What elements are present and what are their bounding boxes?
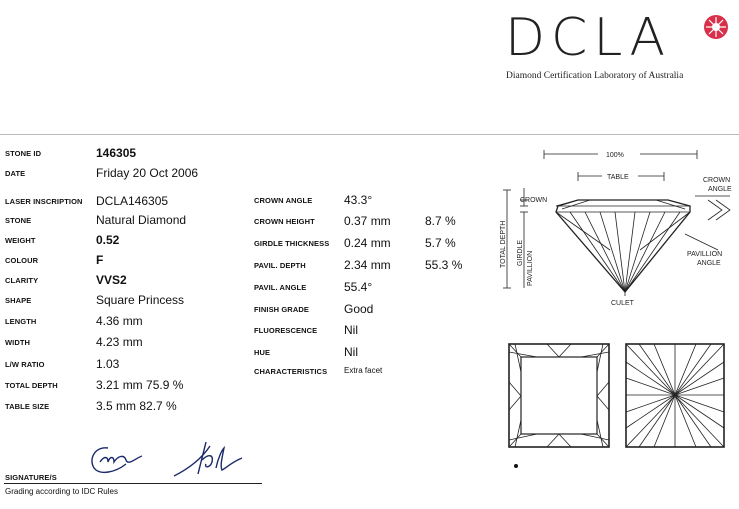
diagram-100-label: 100% [606,152,624,159]
diagram-girdle-label: GIRDLE [517,239,524,266]
field-percent: 8.7 % [425,214,456,228]
field-value: 0.37 mm [344,214,391,228]
field-value: Friday 20 Oct 2006 [96,166,199,180]
diagram-crown-label: CROWN [520,197,548,204]
field-label: STONE [5,216,32,225]
field-value: Square Princess [96,293,185,307]
field-label: FLUORESCENCE [254,326,318,335]
diagram-table-label: TABLE [607,174,629,181]
field-label: PAVIL. DEPTH [254,261,306,270]
field-label: FINISH GRADE [254,305,309,314]
field-value: Good [344,302,374,316]
signature-label: SIGNATURE/S [5,473,57,482]
field-label: L/W RATIO [5,360,45,369]
field-value: 146305 [96,146,137,160]
bottom-view-diagram [624,342,727,450]
field-value: Nil [344,323,358,337]
stray-mark [514,464,518,468]
field-label: WEIGHT [5,236,36,245]
grading-note: Grading according to IDC Rules [5,487,118,496]
field-label: SHAPE [5,296,32,305]
signature-2-image [172,438,246,480]
logo-text: DCLA [505,8,672,68]
field-value: 2.34 mm [344,258,391,272]
field-value: 3.21 mm 75.9 % [96,378,184,392]
signature-line [4,483,262,484]
field-label: WIDTH [5,338,31,347]
field-percent: 5.7 % [425,236,456,250]
diagram-crown-angle-label-2: ANGLE [708,186,732,193]
field-label: DATE [5,169,26,178]
header-divider [0,134,739,135]
field-value: 1.03 [96,357,120,371]
brand-subtitle: Diamond Certification Laboratory of Australia [506,71,684,81]
field-value: Natural Diamond [96,213,187,227]
field-label: TABLE SIZE [5,402,50,411]
field-label: GIRDLE THICKNESS [254,239,330,248]
diagram-crown-angle-label-1: CROWN [703,177,731,184]
field-label: CHARACTERISTICS [254,367,328,376]
field-value: 43.3° [344,193,373,207]
field-label: LASER INSCRIPTION [5,197,83,206]
field-label: HUE [254,348,271,357]
diagram-pavillion-angle-label-2: ANGLE [697,260,721,267]
field-value: 4.23 mm [96,335,143,349]
brand-star-icon [703,14,729,40]
top-view-diagram [507,342,612,450]
field-label: TOTAL DEPTH [5,381,58,390]
field-value: 4.36 mm [96,314,143,328]
field-label: CLARITY [5,276,39,285]
field-value: 3.5 mm 82.7 % [96,399,177,413]
field-label: PAVIL. ANGLE [254,283,307,292]
field-value: DCLA146305 [96,194,169,208]
diamond-profile-diagram [490,140,739,315]
field-value: 0.52 [96,233,120,247]
diagram-culet-label: CULET [611,300,634,307]
field-value: 0.24 mm [344,236,391,250]
field-value: F [96,253,104,267]
field-label: CROWN ANGLE [254,196,313,205]
field-value: Extra facet [344,366,383,375]
signature-1-image [86,438,150,476]
field-label: CROWN HEIGHT [254,217,315,226]
field-value: VVS2 [96,273,127,287]
diagram-total-depth-label: TOTAL DEPTH [500,220,507,268]
diagram-pavillion-angle-label-1: PAVILLION [687,251,723,258]
field-value: Nil [344,345,358,359]
diagram-pavillion-label: PAVILLION [527,250,534,286]
field-value: 55.4° [344,280,373,294]
field-label: STONE ID [5,149,42,158]
field-label: LENGTH [5,317,37,326]
field-label: COLOUR [5,256,39,265]
field-percent: 55.3 % [425,258,463,272]
